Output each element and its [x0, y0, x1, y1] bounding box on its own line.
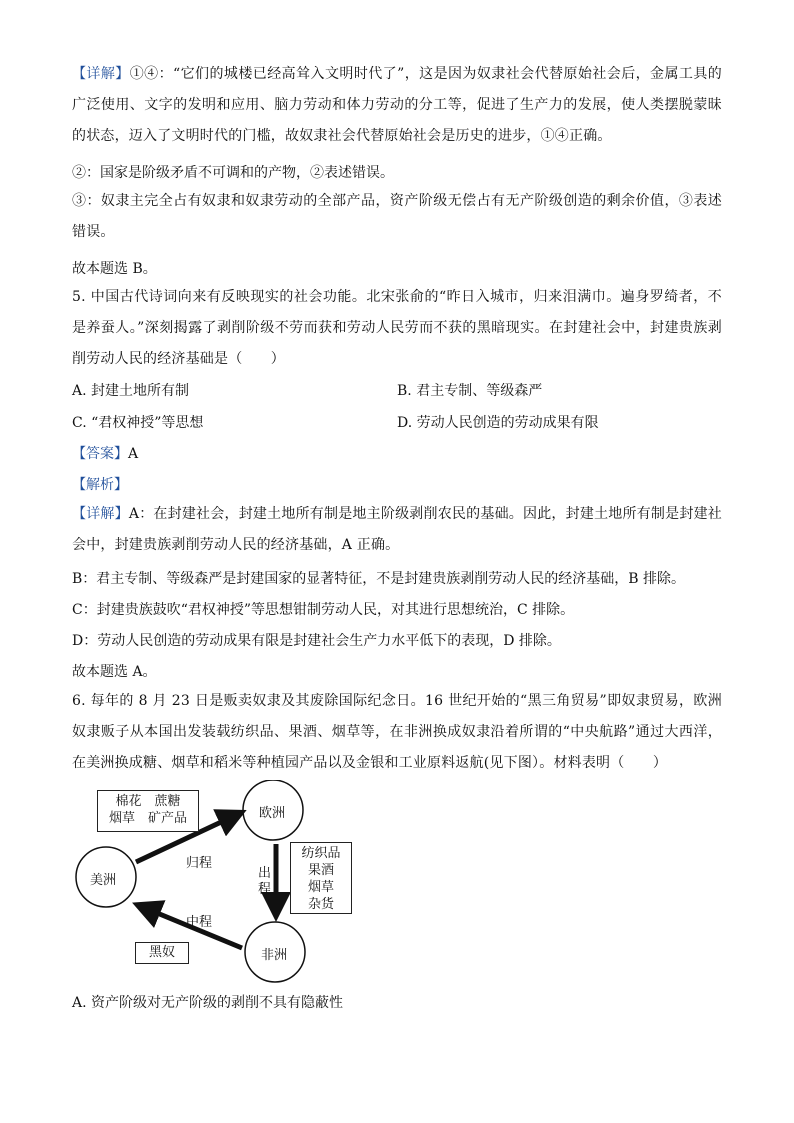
- q5-detail-d: D：劳动人民创造的劳动成果有限是封建社会生产力水平低下的表现，D 排除。: [72, 633, 561, 649]
- goods-europe-box: [290, 842, 352, 914]
- goods-africa-label: 黑奴: [148, 945, 175, 960]
- detail-text: ①④：“它们的城楼已经高耸入文明时代了”，这是因为奴隶社会代替原始社会后，金属工具的广泛使用、文字的发明和应用、脑力劳动和体力劳动的分工等，促进了生产力的发展，使人类摆脱蒙昧的状态，迈入了文明时代的门槛，故奴隶社会代替原始社会是历史的进步，①④正确。: [72, 66, 722, 144]
- america-label: 美洲: [90, 873, 117, 888]
- detail-line-3: ③：奴隶主完全占有奴隶和奴隶劳动的全部产品，资产阶级无偿占有无产阶级创造的剩余价值，③表述错误。: [72, 193, 722, 240]
- outbound-leg-label-2: 程: [258, 882, 272, 897]
- goods-europe-4: 杂货: [307, 897, 334, 912]
- q5-conclusion: 故本题选 A。: [72, 664, 157, 680]
- detail-conclusion: 故本题选 B。: [72, 261, 157, 277]
- triangle-trade-diagram: [70, 780, 370, 990]
- detail-text: A：在封建社会，封建土地所有制是地主阶级剥削农民的基础。因此，封建土地所有制是封建社会中，封建贵族剥削劳动人民的经济基础，A 正确。: [72, 506, 722, 553]
- goods-america-line-2: 烟草 矿产品: [108, 811, 187, 826]
- return-leg-label: 归程: [186, 856, 213, 871]
- detail-tag: 【详解】: [72, 506, 129, 522]
- africa-label: 非洲: [261, 948, 288, 963]
- goods-europe-3: 烟草: [307, 880, 334, 895]
- goods-africa-box: [135, 942, 189, 964]
- q6-stem: 6. 每年的 8 月 23 日是贩卖奴隶及其废除国际纪念日。16 世纪开始的“黑三角贸易”即奴隶贸易，欧洲奴隶贩子从本国出发装载纺织品、果酒、烟草等，在非洲换成奴隶沿着所谓的“中央航路”通过大西洋，在美洲换成糖、烟草和稻米等种植园产品以及金银和工业原料返航(见下图）。材料表明（ ）: [72, 693, 722, 771]
- answer-tag: 【答案】: [72, 446, 128, 462]
- q5-detail-c: C：封建贵族鼓吹“君权神授”等思想钳制劳动人民，对其进行思想统治，C 排除。: [72, 602, 575, 618]
- europe-label: 欧洲: [259, 806, 286, 821]
- q5-analysis-tag: 【解析】: [72, 477, 128, 493]
- q5-option-c: C. “君权神授”等思想: [72, 415, 204, 431]
- detail-tag: 【详解】: [72, 66, 130, 82]
- q5-option-b: B. 君主专制、等级森严: [397, 383, 543, 399]
- middle-leg-label: 中程: [186, 915, 213, 930]
- q5-option-a: A. 封建土地所有制: [72, 383, 190, 399]
- q5-detail-a: [72, 499, 722, 561]
- q6-option-a: A. 资产阶级对无产阶级的剥削不具有隐蔽性: [72, 995, 344, 1011]
- goods-america-box: [97, 790, 199, 832]
- detail-line-2: ②：国家是阶级矛盾不可调和的产物，②表述错误。: [72, 165, 394, 181]
- outbound-leg-label-1: 出: [258, 866, 272, 881]
- goods-europe-1: 纺织品: [301, 846, 341, 861]
- q5-answer: [72, 443, 138, 463]
- answer-value: A: [128, 446, 139, 462]
- q5-option-d: D. 劳动人民创造的劳动成果有限: [397, 415, 599, 431]
- q5-detail-b: B：君主专制、等级森严是封建国家的显著特征，不是封建贵族剥削劳动人民的经济基础，B 排除。: [72, 571, 686, 587]
- q5-stem: 5. 中国古代诗词向来有反映现实的社会功能。北宋张俞的“昨日入城市，归来泪满巾。遍身罗绮者，不是养蚕人。”深刻揭露了剥削阶级不劳而获和劳动人民劳而不获的黑暗现实。在封建社会中，封建贵族剥削劳动人民的经济基础是（ ）: [72, 289, 722, 367]
- goods-europe-2: 果酒: [307, 863, 334, 878]
- goods-america-line-1: 棉花 蔗糖: [115, 794, 181, 809]
- detail-paragraph-1: [72, 59, 722, 152]
